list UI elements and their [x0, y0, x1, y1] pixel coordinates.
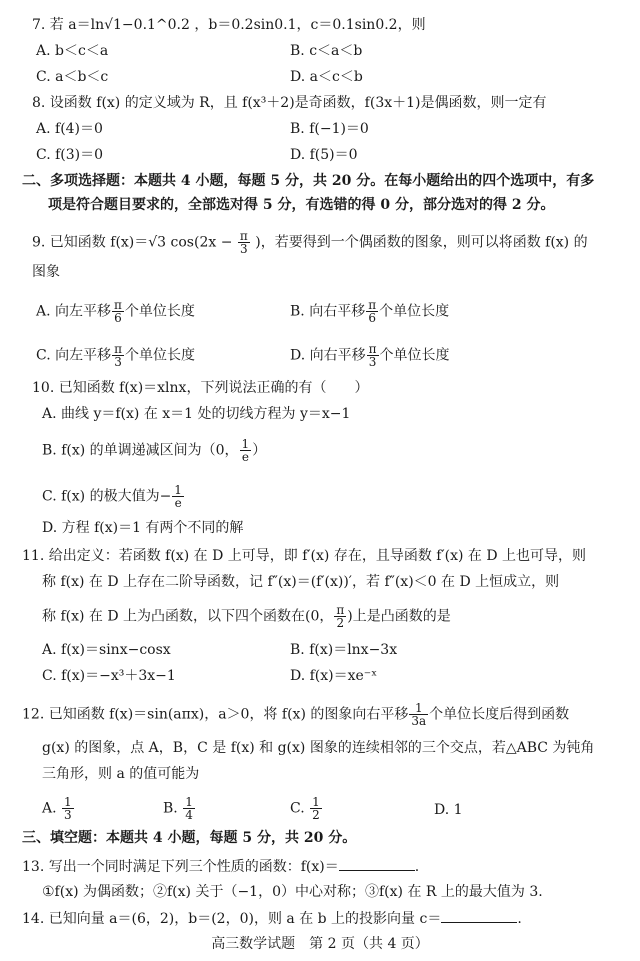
q7-option-a: A. b＜c＜a	[36, 43, 109, 59]
q11-option-a: A. f(x)＝sinx−cosx	[42, 642, 171, 658]
q11-stem-cont2: 称 f(x) 在 D 上为凸函数，以下四个函数在(0， $\frac{\pi}{2}$ )上是凸函数的是	[42, 603, 451, 630]
q10-option-d: D. 方程 f(x)＝1 有两个不同的解	[42, 520, 244, 536]
q13-stem: 13. 写出一个同时满足下列三个性质的函数：f(x)＝ .	[22, 856, 419, 877]
section2-heading: 二、多项选择题：本题共 4 小题，每题 5 分，共 20 分。在每小题给出的四个选项中，有多	[22, 173, 595, 189]
q12-option-a: A. $\frac{1}{3}$	[42, 795, 72, 822]
q9-option-a: A. 向左平移 $\frac{\pi}{6}$ 个单位长度	[36, 298, 195, 325]
q7-option-b: B. c＜a＜b	[290, 43, 363, 59]
q13-conditions: ①f(x) 为偶函数；②f(x) 关于（−1，0）中心对称；③f(x) 在 R 上的最大值为 3.	[42, 884, 543, 900]
section2-heading-cont: 项是符合题目要求的，全部选对得 5 分，有选错的得 0 分，部分选对的得 2 分。	[48, 197, 555, 213]
q7-stem: 7. 若 a＝ln√1−0.1^0.2 ，b＝0.2sin0.1，c＝0.1sin0.2，则	[32, 17, 426, 33]
q10-option-b: B. f(x) 的单调递减区间为（0， $\frac{1}{e}$ ）	[42, 437, 267, 464]
q8-stem: 8. 设函数 f(x) 的定义域为 R，且 f(x³＋2)是奇函数，f(3x＋1)是偶函数，则一定有	[32, 95, 547, 111]
q9-option-b: B. 向右平移 $\frac{\pi}{6}$ 个单位长度	[290, 298, 450, 325]
q9-option-c: C. 向左平移 $\frac{\pi}{3}$ 个单位长度	[36, 342, 196, 369]
q11-option-d: D. f(x)＝xe⁻ˣ	[290, 668, 378, 684]
section3-heading: 三、填空题：本题共 4 小题，每题 5 分，共 20 分。	[22, 830, 357, 846]
q14-answer-blank[interactable]	[441, 908, 517, 923]
q9-frac-pi-3: $\frac{\pi}{3}$	[239, 229, 248, 256]
q11-stem: 11. 给出定义：若函数 f(x) 在 D 上可导，即 f′(x) 存在，且导函数 f′(x) 在 D 上也可导，则	[22, 548, 587, 564]
q7-option-c: C. a＜b＜c	[36, 69, 109, 85]
q12-option-c: C. $\frac{1}{2}$	[290, 795, 320, 822]
q8-option-a: A. f(4)＝0	[36, 121, 103, 137]
q12-option-d: D. 1	[434, 802, 463, 818]
q11-option-b: B. f(x)＝lnx−3x	[290, 642, 398, 658]
q10-stem: 10. 已知函数 f(x)＝xlnx，下列说法正确的有（ ）	[32, 380, 369, 396]
q10-option-a: A. 曲线 y＝f(x) 在 x＝1 处的切线方程为 y＝x−1	[42, 406, 351, 422]
q13-answer-blank[interactable]	[339, 856, 415, 871]
q12-option-b: B. $\frac{1}{4}$	[163, 795, 193, 822]
q11-stem-cont: 称 f(x) 在 D 上存在二阶导函数，记 f″(x)＝(f′(x))′，若 f″(x)＜0 在 D 上恒成立，则	[42, 574, 560, 590]
q7-option-d: D. a＜c＜b	[290, 69, 363, 85]
page-footer: 高三数学试题 第 2 页（共 4 页）	[211, 936, 429, 952]
q12-stem-cont: g(x) 的图象，点 A，B，C 是 f(x) 和 g(x) 图象的连续相邻的三个交点，若△ABC 为钝角	[42, 740, 595, 756]
q8-option-d: D. f(5)＝0	[290, 147, 358, 163]
q12-stem-cont2: 三角形，则 a 的值可能为	[42, 766, 200, 782]
q9-stem: 9. 已知函数 f(x)＝√3 cos(2x − $\frac{\pi}{3}$ )，若要得到一个偶函数的图象，则可以将函数 f(x) 的	[32, 229, 588, 256]
q8-option-b: B. f(−1)＝0	[290, 121, 369, 137]
q12-stem: 12. 已知函数 f(x)＝sin(aπx)，a＞0，将 f(x) 的图象向右平移 $\frac{1}{3a}$ 个单位长度后得到函数	[22, 701, 570, 728]
q8-option-c: C. f(3)＝0	[36, 147, 104, 163]
q10-option-c: C. f(x) 的极大值为− $\frac{1}{e}$	[42, 483, 182, 510]
q9-option-d: D. 向右平移 $\frac{\pi}{3}$ 个单位长度	[290, 342, 450, 369]
q11-option-c: C. f(x)＝−x³＋3x−1	[42, 668, 176, 684]
q9-stem-cont: 图象	[32, 264, 60, 280]
q14-stem: 14. 已知向量 a＝(6，2)，b＝(2，0)，则 a 在 b 上的投影向量 c＝ .	[22, 908, 522, 929]
